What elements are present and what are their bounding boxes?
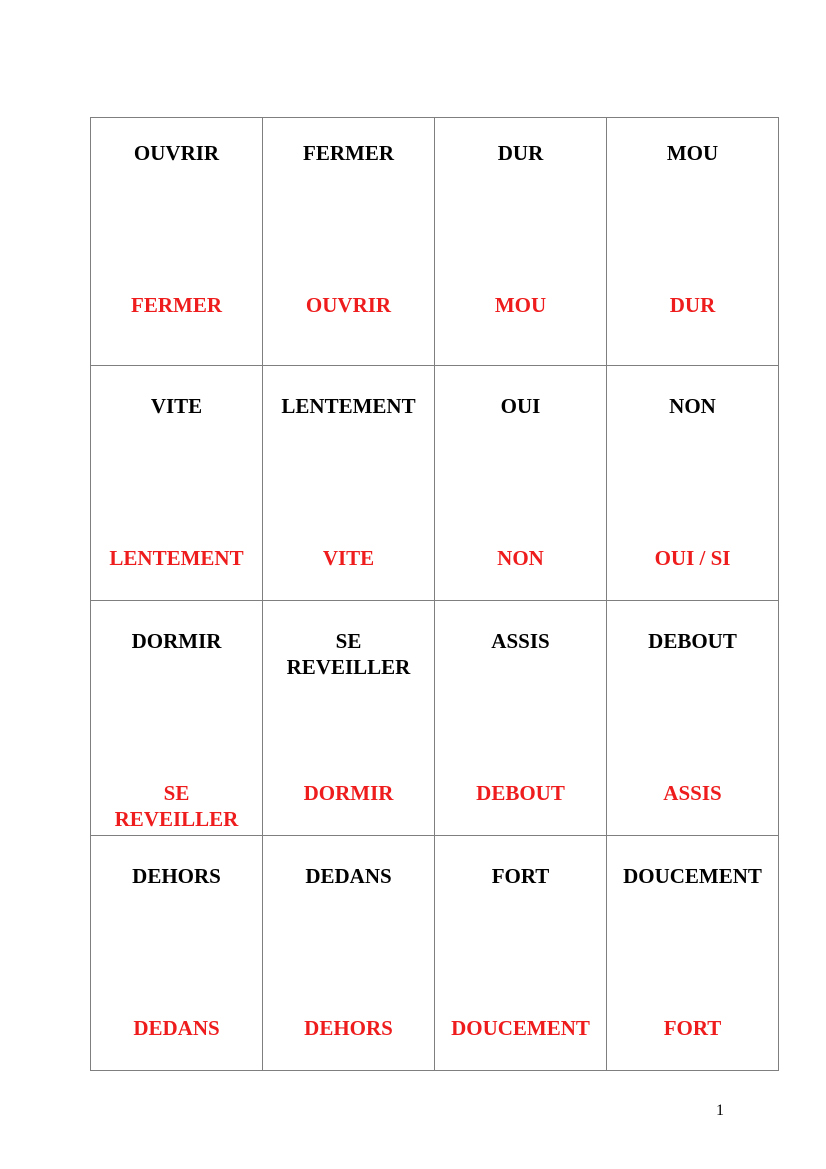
card-word: SE REVEILLER xyxy=(286,629,411,679)
card-opposite: DORMIR xyxy=(303,781,394,805)
antonym-card-grid xyxy=(90,117,779,1071)
card-row xyxy=(91,118,779,366)
card-cell xyxy=(263,366,435,601)
card-cell xyxy=(607,118,779,366)
card-cell xyxy=(263,118,435,366)
card-cell xyxy=(263,601,435,836)
card-opposite: FERMER xyxy=(131,293,222,317)
card-opposite: NON xyxy=(497,546,544,570)
card-opposite: OUI / SI xyxy=(654,546,731,570)
card-word: FERMER xyxy=(303,141,394,165)
card-word: DORMIR xyxy=(131,629,222,653)
card-row xyxy=(91,366,779,601)
card-word: MOU xyxy=(666,141,719,165)
card-word: OUI xyxy=(500,394,541,418)
card-opposite: DEBOUT xyxy=(476,781,565,805)
card-opposite: DEHORS xyxy=(304,1016,393,1040)
card-cell xyxy=(91,836,263,1071)
card-cell xyxy=(91,601,263,836)
card-cell xyxy=(435,118,607,366)
card-opposite: MOU xyxy=(494,293,547,317)
card-word: DOUCEMENT xyxy=(623,864,762,888)
page-number: 1 xyxy=(716,1102,724,1119)
card-opposite: DEDANS xyxy=(133,1016,220,1040)
card-opposite: SE REVEILLER xyxy=(114,781,239,831)
card-cell xyxy=(91,118,263,366)
card-opposite: VITE xyxy=(322,546,375,570)
card-row xyxy=(91,601,779,836)
card-opposite: FORT xyxy=(663,1016,722,1040)
card-cell xyxy=(607,836,779,1071)
card-cell xyxy=(435,366,607,601)
card-word: OUVRIR xyxy=(133,141,220,165)
card-word: LENTEMENT xyxy=(281,394,416,418)
card-word: DEDANS xyxy=(305,864,392,888)
card-opposite: LENTEMENT xyxy=(109,546,244,570)
card-opposite: DUR xyxy=(669,293,716,317)
card-opposite: OUVRIR xyxy=(305,293,392,317)
card-cell xyxy=(607,601,779,836)
card-cell xyxy=(607,366,779,601)
card-row xyxy=(91,836,779,1071)
card-word: DEHORS xyxy=(132,864,221,888)
card-word: DEBOUT xyxy=(648,629,737,653)
card-opposite: DOUCEMENT xyxy=(451,1016,590,1040)
card-word: VITE xyxy=(150,394,203,418)
card-opposite: ASSIS xyxy=(663,781,722,805)
card-word: DUR xyxy=(497,141,544,165)
card-cell xyxy=(435,836,607,1071)
card-word: ASSIS xyxy=(491,629,550,653)
card-cell xyxy=(91,366,263,601)
card-cell xyxy=(263,836,435,1071)
card-word: FORT xyxy=(491,864,550,888)
card-cell xyxy=(435,601,607,836)
card-word: NON xyxy=(669,394,716,418)
